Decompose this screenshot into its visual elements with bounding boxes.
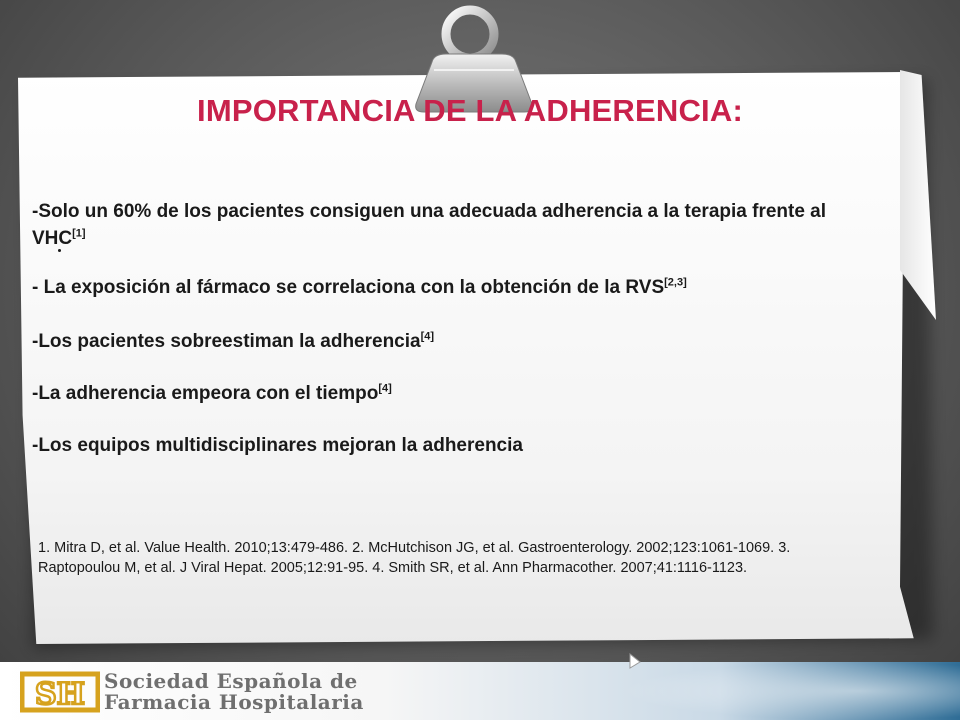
org-line-2: Farmacia Hospitalaria <box>104 690 364 714</box>
sefh-logo-icon <box>20 670 100 714</box>
bullet-item: -Los pacientes sobreestiman la adherencia[4] <box>32 330 435 352</box>
citation: [4] <box>420 330 435 343</box>
svg-text:SH: SH <box>34 677 86 712</box>
citation: [4] <box>378 382 392 395</box>
citation: [1] <box>72 227 86 240</box>
bullet-item: -La adherencia empeora con el tiempo[4] <box>32 382 392 404</box>
citation: [2,3] <box>664 276 687 289</box>
slide-title: IMPORTANCIA DE LA ADHERENCIA: <box>197 93 743 128</box>
cursor-arrow-icon <box>628 652 642 670</box>
org-line-1: Sociedad Española de <box>104 669 358 693</box>
bullet-item: - La exposición al fármaco se correlaciona con la obtención de la RVS[2,3] <box>32 276 687 298</box>
organization-name <box>104 671 364 713</box>
bullet-item: -Los equipos multidisciplinares mejoran la adherencia <box>32 435 523 456</box>
footer-glow <box>620 662 960 720</box>
references: 1. Mitra D, et al. Value Health. 2010;13:479-486. 2. McHutchison JG, et al. Gastroenterology. 2002;123:1061-1069. 3. Raptopoulou M, et al. J Viral Hepat. 2005;12:91-95. 4. Smith SR, et al. Ann Pharmacother. 2007;41:1116-1123. <box>38 540 791 576</box>
stray-dot <box>58 249 61 252</box>
bullet-item: -Solo un 60% de los pacientes consiguen una adecuada adherencia a la terapia frente al VHC[1] <box>32 201 827 249</box>
